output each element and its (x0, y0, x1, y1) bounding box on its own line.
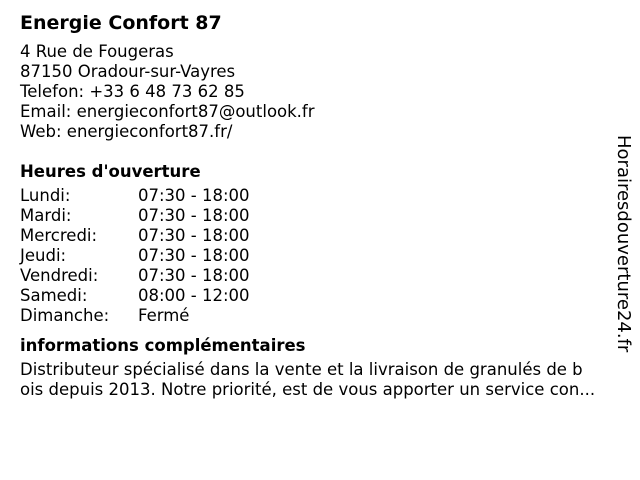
hours-time: 07:30 - 18:00 (138, 226, 250, 245)
hours-heading: Heures d'ouverture (20, 162, 201, 181)
info-heading: informations complémentaires (20, 336, 306, 355)
hours-time: 08:00 - 12:00 (138, 286, 250, 305)
hours-row-mercredi (20, 226, 620, 246)
hours-time: 07:30 - 18:00 (138, 266, 250, 285)
info-line-2: ois depuis 2013. Notre priorité, est de vous apporter un service con... (20, 380, 596, 399)
hours-day: Samedi: (20, 286, 88, 305)
hours-time: Fermé (138, 306, 190, 325)
hours-day: Vendredi: (20, 266, 99, 285)
hours-row-samedi (20, 286, 620, 306)
hours-time: 07:30 - 18:00 (138, 246, 250, 265)
hours-row-vendredi (20, 266, 620, 286)
site-watermark: Horairesdouverture24.fr (613, 135, 634, 353)
web-label: Web: (20, 122, 62, 141)
hours-day: Jeudi: (20, 246, 67, 265)
hours-day: Mercredi: (20, 226, 98, 245)
hours-row-jeudi (20, 246, 620, 266)
hours-day: Dimanche: (20, 306, 110, 325)
hours-row-mardi (20, 206, 620, 226)
address-street: 4 Rue de Fougeras (20, 42, 174, 61)
phone-line (20, 82, 620, 102)
web-link[interactable]: energieconfort87.fr/ (66, 122, 233, 141)
hours-time: 07:30 - 18:00 (138, 206, 250, 225)
business-card (20, 10, 620, 400)
hours-day: Mardi: (20, 206, 72, 225)
address-city: 87150 Oradour-sur-Vayres (20, 62, 236, 81)
web-line (20, 122, 620, 142)
hours-time: 07:30 - 18:00 (138, 186, 250, 205)
email-label: Email: (20, 102, 72, 121)
business-name: Energie Confort 87 (20, 12, 222, 34)
hours-row-dimanche (20, 306, 620, 326)
email-link[interactable]: energieconfort87@outlook.fr (76, 102, 315, 121)
phone-label: Telefon: (20, 82, 85, 101)
info-description (20, 360, 630, 400)
hours-row-lundi (20, 186, 620, 206)
info-line-1: Distributeur spécialisé dans la vente et la livraison de granulés de b (20, 360, 583, 379)
hours-day: Lundi: (20, 186, 71, 205)
email-line (20, 102, 620, 122)
phone-link[interactable]: +33 6 48 73 62 85 (89, 82, 245, 101)
hours-table (20, 186, 620, 326)
contact-block (20, 42, 620, 142)
